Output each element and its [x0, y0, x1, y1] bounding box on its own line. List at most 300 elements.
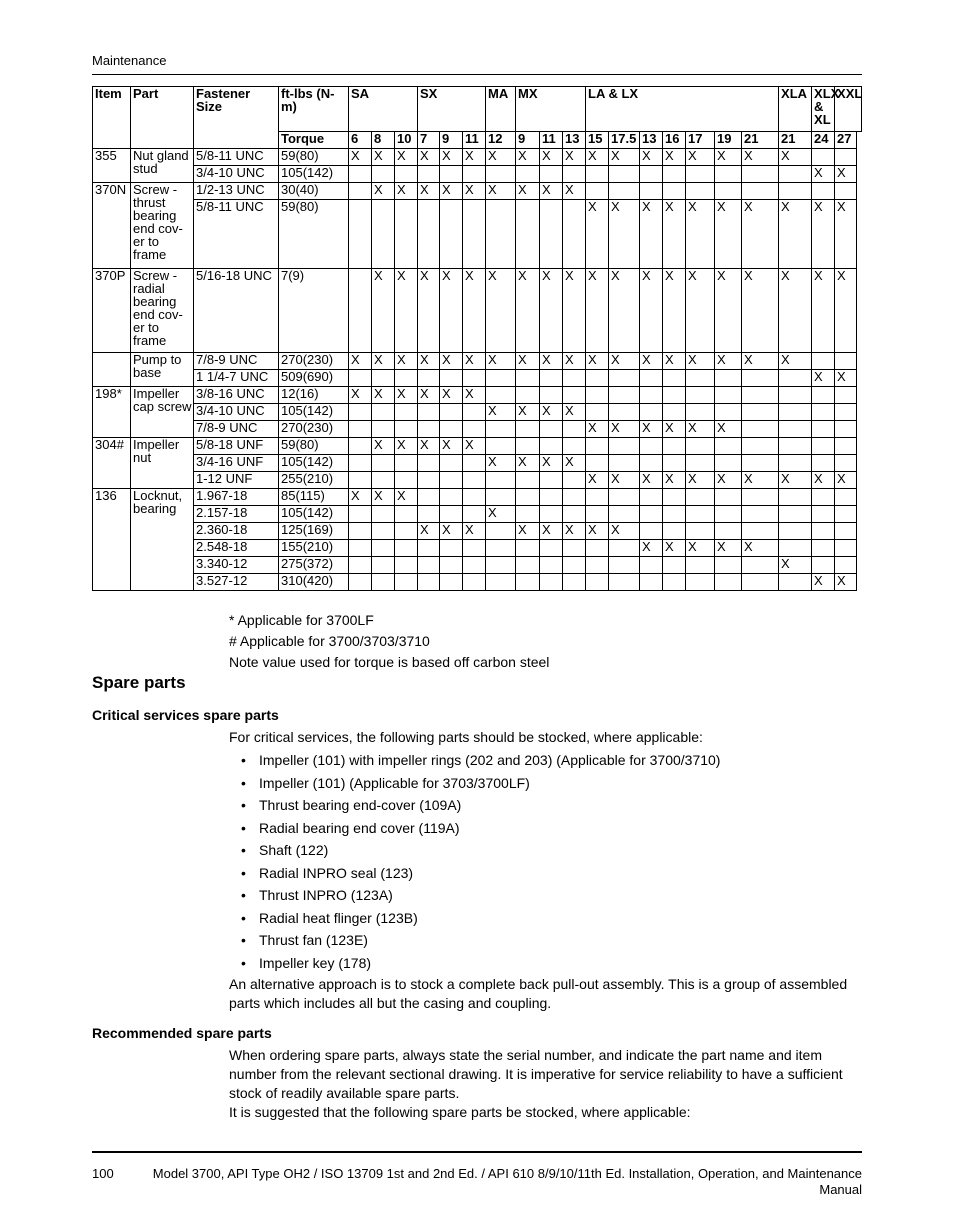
- applicability-cell: [349, 183, 372, 200]
- list-item-text: Impeller (101) with impeller rings (202 and 203) (Applicable for 3700/3710): [259, 752, 721, 768]
- table-row: [93, 472, 862, 489]
- column-header: MX: [516, 87, 586, 132]
- size-subheader: 24: [812, 132, 835, 149]
- applicability-cell: [663, 574, 686, 591]
- torque-subheader: Torque: [279, 132, 349, 149]
- applicability-cell: [779, 183, 812, 200]
- size-subheader: 13: [640, 132, 663, 149]
- applicability-cell: X: [779, 200, 812, 269]
- applicability-cell: X: [640, 540, 663, 557]
- applicability-cell: [463, 506, 486, 523]
- table-row: [93, 183, 862, 200]
- applicability-cell: [715, 523, 742, 540]
- applicability-cell: X: [663, 421, 686, 438]
- applicability-cell: [349, 370, 372, 387]
- item-cell: 370N: [93, 183, 131, 269]
- list-item-text: Thrust bearing end-cover (109A): [259, 797, 462, 813]
- applicability-cell: X: [372, 269, 395, 353]
- applicability-cell: X: [835, 200, 857, 269]
- size-subheader: 10: [395, 132, 418, 149]
- list-item-text: Impeller key (178): [259, 954, 372, 971]
- applicability-cell: [372, 472, 395, 489]
- part-cell: Nut gland stud: [131, 149, 194, 183]
- fastener-size-cell: 2.360-18: [194, 523, 279, 540]
- applicability-cell: [812, 353, 835, 370]
- column-header: XXL: [835, 87, 862, 132]
- applicability-cell: X: [516, 523, 540, 540]
- applicability-cell: X: [640, 200, 663, 269]
- applicability-cell: X: [563, 353, 586, 370]
- applicability-cell: [742, 557, 779, 574]
- bullet-icon: •: [241, 819, 246, 836]
- applicability-cell: [742, 183, 779, 200]
- applicability-cell: [663, 183, 686, 200]
- applicability-cell: [640, 523, 663, 540]
- applicability-cell: [395, 557, 418, 574]
- applicability-cell: [663, 506, 686, 523]
- list-item: [229, 840, 720, 863]
- torque-cell: 59(80): [279, 438, 349, 455]
- applicability-cell: [812, 455, 835, 472]
- applicability-cell: X: [742, 472, 779, 489]
- applicability-cell: [686, 183, 715, 200]
- bullet-icon: •: [241, 774, 246, 791]
- fastener-size-cell: 1 1/4-7 UNC: [194, 370, 279, 387]
- applicability-cell: X: [812, 472, 835, 489]
- applicability-cell: [640, 506, 663, 523]
- applicability-cell: [516, 387, 540, 404]
- applicability-cell: X: [516, 183, 540, 200]
- table-row: [93, 540, 862, 557]
- applicability-cell: [812, 506, 835, 523]
- size-subheader: 16: [663, 132, 686, 149]
- applicability-cell: [586, 438, 609, 455]
- applicability-cell: X: [486, 455, 516, 472]
- applicability-cell: [418, 506, 440, 523]
- applicability-cell: [463, 404, 486, 421]
- applicability-cell: X: [715, 149, 742, 166]
- applicability-cell: [418, 370, 440, 387]
- applicability-cell: [663, 387, 686, 404]
- bullet-icon: •: [241, 909, 246, 926]
- applicability-cell: X: [586, 149, 609, 166]
- applicability-cell: [686, 523, 715, 540]
- applicability-cell: X: [812, 166, 835, 183]
- applicability-cell: X: [395, 149, 418, 166]
- table-row: [93, 200, 862, 269]
- applicability-cell: [586, 455, 609, 472]
- torque-cell: 270(230): [279, 421, 349, 438]
- torque-cell: 59(80): [279, 200, 349, 269]
- applicability-cell: X: [516, 404, 540, 421]
- applicability-cell: [440, 472, 463, 489]
- applicability-cell: X: [516, 269, 540, 353]
- list-item-text: Thrust fan (123E): [259, 932, 368, 948]
- applicability-cell: X: [742, 149, 779, 166]
- applicability-cell: [586, 183, 609, 200]
- column-header: SA: [349, 87, 418, 132]
- applicability-cell: [395, 472, 418, 489]
- applicability-cell: [812, 183, 835, 200]
- applicability-cell: [463, 540, 486, 557]
- applicability-cell: [516, 506, 540, 523]
- applicability-cell: X: [563, 183, 586, 200]
- applicability-cell: X: [742, 269, 779, 353]
- applicability-cell: [372, 166, 395, 183]
- applicability-cell: [540, 489, 563, 506]
- fastener-size-cell: 1-12 UNF: [194, 472, 279, 489]
- applicability-cell: [609, 404, 640, 421]
- applicability-cell: [486, 540, 516, 557]
- table-row: [93, 149, 862, 166]
- applicability-cell: [516, 166, 540, 183]
- applicability-cell: [540, 574, 563, 591]
- applicability-cell: [663, 523, 686, 540]
- applicability-cell: X: [779, 269, 812, 353]
- applicability-cell: [372, 523, 395, 540]
- fastener-size-cell: 7/8-9 UNC: [194, 421, 279, 438]
- applicability-cell: X: [463, 353, 486, 370]
- applicability-cell: [563, 472, 586, 489]
- applicability-cell: [463, 472, 486, 489]
- fastener-size-cell: 5/8-11 UNC: [194, 200, 279, 269]
- applicability-cell: [686, 404, 715, 421]
- applicability-cell: [835, 404, 857, 421]
- applicability-cell: [349, 557, 372, 574]
- bullet-icon: •: [241, 932, 246, 948]
- applicability-cell: X: [835, 574, 857, 591]
- applicability-cell: [686, 438, 715, 455]
- applicability-cell: [440, 404, 463, 421]
- applicability-cell: [540, 540, 563, 557]
- applicability-cell: [663, 489, 686, 506]
- applicability-cell: [640, 557, 663, 574]
- applicability-cell: [349, 166, 372, 183]
- fastener-size-cell: 2.548-18: [194, 540, 279, 557]
- applicability-cell: X: [609, 200, 640, 269]
- applicability-cell: [440, 421, 463, 438]
- applicability-cell: X: [463, 387, 486, 404]
- applicability-cell: [516, 438, 540, 455]
- torque-cell: 155(210): [279, 540, 349, 557]
- bullet-icon: •: [241, 864, 246, 881]
- part-cell: Locknut, bearing: [131, 489, 194, 591]
- applicability-cell: X: [395, 269, 418, 353]
- table-row: [93, 353, 862, 370]
- applicability-cell: X: [640, 353, 663, 370]
- applicability-cell: X: [563, 404, 586, 421]
- applicability-cell: X: [686, 269, 715, 353]
- applicability-cell: [835, 438, 857, 455]
- applicability-cell: X: [586, 421, 609, 438]
- bullet-icon: •: [241, 842, 246, 858]
- applicability-cell: X: [715, 269, 742, 353]
- applicability-cell: X: [418, 353, 440, 370]
- applicability-cell: X: [715, 353, 742, 370]
- item-cell: 198*: [93, 387, 131, 438]
- applicability-cell: [563, 166, 586, 183]
- applicability-cell: [463, 455, 486, 472]
- list-item: [229, 795, 720, 818]
- applicability-cell: [486, 489, 516, 506]
- fastener-size-cell: 2.157-18: [194, 506, 279, 523]
- size-subheader: 19: [715, 132, 742, 149]
- applicability-cell: [395, 200, 418, 269]
- applicability-cell: [395, 370, 418, 387]
- applicability-cell: X: [609, 472, 640, 489]
- list-item-text: Radial bearing end cover (119A): [259, 819, 460, 836]
- table-header-row: [93, 87, 862, 132]
- list-item-text: Shaft (122): [259, 842, 329, 858]
- part-cell: Screw - radial bearing end cov-er to frame: [131, 269, 194, 353]
- table-row: [93, 269, 862, 353]
- applicability-cell: [440, 370, 463, 387]
- list-item: [229, 750, 720, 773]
- applicability-cell: X: [640, 421, 663, 438]
- applicability-cell: [663, 438, 686, 455]
- applicability-cell: [540, 472, 563, 489]
- size-subheader: 8: [372, 132, 395, 149]
- applicability-cell: [812, 149, 835, 166]
- size-subheader: 21: [742, 132, 779, 149]
- torque-cell: 85(115): [279, 489, 349, 506]
- applicability-cell: [663, 166, 686, 183]
- applicability-cell: X: [609, 421, 640, 438]
- applicability-cell: [779, 370, 812, 387]
- applicability-cell: [742, 489, 779, 506]
- applicability-cell: X: [349, 489, 372, 506]
- torque-cell: 105(142): [279, 455, 349, 472]
- fastener-size-cell: 1.967-18: [194, 489, 279, 506]
- applicability-cell: X: [418, 269, 440, 353]
- applicability-cell: X: [395, 489, 418, 506]
- applicability-cell: [779, 540, 812, 557]
- applicability-cell: X: [779, 149, 812, 166]
- applicability-cell: [418, 557, 440, 574]
- applicability-cell: [686, 489, 715, 506]
- applicability-cell: X: [640, 149, 663, 166]
- applicability-cell: X: [609, 523, 640, 540]
- applicability-cell: X: [516, 149, 540, 166]
- size-subheader: 11: [463, 132, 486, 149]
- applicability-cell: X: [372, 387, 395, 404]
- item-cell: [93, 353, 131, 387]
- spare-parts-title: Spare parts: [92, 673, 186, 692]
- applicability-cell: [609, 438, 640, 455]
- applicability-cell: X: [395, 387, 418, 404]
- applicability-cell: X: [540, 404, 563, 421]
- applicability-cell: [812, 540, 835, 557]
- applicability-cell: X: [640, 472, 663, 489]
- applicability-cell: [742, 438, 779, 455]
- applicability-cell: [686, 506, 715, 523]
- applicability-cell: [463, 370, 486, 387]
- applicability-cell: X: [440, 149, 463, 166]
- applicability-cell: X: [686, 472, 715, 489]
- applicability-cell: [609, 166, 640, 183]
- applicability-cell: [563, 574, 586, 591]
- applicability-cell: [563, 557, 586, 574]
- applicability-cell: [715, 506, 742, 523]
- applicability-cell: [609, 540, 640, 557]
- applicability-cell: [516, 200, 540, 269]
- torque-cell: 105(142): [279, 506, 349, 523]
- column-header: XLA: [779, 87, 812, 132]
- applicability-cell: X: [349, 387, 372, 404]
- applicability-cell: [563, 387, 586, 404]
- applicability-cell: [563, 421, 586, 438]
- applicability-cell: X: [715, 200, 742, 269]
- applicability-cell: [440, 166, 463, 183]
- page-header: Maintenance: [92, 53, 167, 68]
- applicability-cell: [715, 183, 742, 200]
- list-item: [229, 930, 720, 953]
- applicability-cell: [742, 370, 779, 387]
- applicability-cell: X: [663, 472, 686, 489]
- item-cell: 136: [93, 489, 131, 591]
- applicability-cell: [540, 387, 563, 404]
- applicability-cell: [586, 557, 609, 574]
- applicability-cell: [812, 438, 835, 455]
- list-item-text: Thrust INPRO (123A): [259, 887, 393, 903]
- applicability-cell: [463, 166, 486, 183]
- applicability-cell: [715, 455, 742, 472]
- applicability-cell: X: [663, 540, 686, 557]
- applicability-cell: [463, 421, 486, 438]
- applicability-cell: [779, 166, 812, 183]
- applicability-cell: X: [686, 200, 715, 269]
- applicability-cell: X: [516, 455, 540, 472]
- applicability-cell: [742, 387, 779, 404]
- applicability-cell: [516, 540, 540, 557]
- torque-cell: 270(230): [279, 353, 349, 370]
- applicability-cell: [609, 387, 640, 404]
- applicability-cell: [835, 523, 857, 540]
- applicability-cell: X: [349, 149, 372, 166]
- applicability-cell: [372, 455, 395, 472]
- applicability-cell: [715, 557, 742, 574]
- applicability-cell: X: [418, 183, 440, 200]
- table-row: [93, 438, 862, 455]
- applicability-cell: [418, 455, 440, 472]
- table-row: [93, 506, 862, 523]
- applicability-cell: [686, 455, 715, 472]
- applicability-cell: [486, 438, 516, 455]
- applicability-cell: [440, 557, 463, 574]
- applicability-cell: X: [835, 166, 857, 183]
- applicability-cell: X: [715, 472, 742, 489]
- recommended-para: When ordering spare parts, always state the serial number, and indicate the part name and item number from the relevant sectional drawing. It is imperative for service reliability to have a sufficient stock of readily available spare parts.: [229, 1047, 843, 1101]
- item-cell: 370P: [93, 269, 131, 353]
- applicability-cell: [715, 489, 742, 506]
- applicability-cell: [586, 489, 609, 506]
- size-subheader: 17: [686, 132, 715, 149]
- bullet-icon: •: [241, 954, 246, 971]
- applicability-cell: [779, 489, 812, 506]
- applicability-cell: [463, 200, 486, 269]
- applicability-cell: [395, 421, 418, 438]
- applicability-cell: [640, 370, 663, 387]
- applicability-cell: [540, 200, 563, 269]
- applicability-cell: [418, 404, 440, 421]
- applicability-cell: [640, 438, 663, 455]
- size-subheader: 21: [779, 132, 812, 149]
- applicability-cell: [349, 540, 372, 557]
- column-header: XLX & XL: [812, 87, 835, 132]
- applicability-cell: [372, 574, 395, 591]
- size-subheader: 9: [440, 132, 463, 149]
- applicability-cell: X: [463, 523, 486, 540]
- part-cell: Impeller nut: [131, 438, 194, 489]
- table-row: [93, 455, 862, 472]
- applicability-cell: X: [812, 370, 835, 387]
- applicability-cell: X: [372, 489, 395, 506]
- applicability-cell: [586, 166, 609, 183]
- part-cell: Pump to base: [131, 353, 194, 387]
- applicability-cell: [486, 370, 516, 387]
- applicability-cell: [742, 523, 779, 540]
- fastener-size-cell: 5/16-18 UNC: [194, 269, 279, 353]
- applicability-cell: [812, 421, 835, 438]
- size-subheader: 13: [563, 132, 586, 149]
- list-item: [229, 908, 720, 931]
- applicability-cell: [779, 523, 812, 540]
- table-row: [93, 557, 862, 574]
- applicability-cell: X: [418, 387, 440, 404]
- bullet-icon: •: [241, 752, 246, 768]
- applicability-cell: [835, 387, 857, 404]
- applicability-cell: X: [418, 523, 440, 540]
- applicability-cell: [372, 557, 395, 574]
- applicability-cell: [418, 489, 440, 506]
- applicability-cell: [516, 370, 540, 387]
- applicability-cell: X: [349, 353, 372, 370]
- applicability-cell: [349, 404, 372, 421]
- applicability-cell: [563, 438, 586, 455]
- applicability-cell: [486, 387, 516, 404]
- applicability-cell: X: [686, 540, 715, 557]
- list-item: [229, 885, 720, 908]
- applicability-cell: X: [563, 269, 586, 353]
- torque-cell: 59(80): [279, 149, 349, 166]
- applicability-cell: [540, 557, 563, 574]
- applicability-cell: X: [440, 438, 463, 455]
- applicability-cell: [586, 574, 609, 591]
- critical-intro: For critical services, the following parts should be stocked, where applicable:: [229, 729, 703, 745]
- applicability-cell: X: [540, 353, 563, 370]
- applicability-cell: [715, 438, 742, 455]
- applicability-cell: [418, 574, 440, 591]
- applicability-cell: [742, 404, 779, 421]
- applicability-cell: [372, 506, 395, 523]
- applicability-cell: [440, 200, 463, 269]
- applicability-cell: X: [663, 353, 686, 370]
- applicability-cell: [516, 421, 540, 438]
- fastener-size-cell: 3.340-12: [194, 557, 279, 574]
- applicability-cell: [812, 523, 835, 540]
- part-cell: Impeller cap screw: [131, 387, 194, 438]
- list-item: [229, 863, 720, 886]
- applicability-cell: X: [486, 353, 516, 370]
- applicability-cell: [586, 370, 609, 387]
- applicability-cell: X: [440, 387, 463, 404]
- column-header: Part: [131, 87, 194, 149]
- applicability-cell: X: [663, 269, 686, 353]
- applicability-cell: [779, 455, 812, 472]
- applicability-cell: [418, 472, 440, 489]
- torque-cell: 7(9): [279, 269, 349, 353]
- applicability-cell: [779, 404, 812, 421]
